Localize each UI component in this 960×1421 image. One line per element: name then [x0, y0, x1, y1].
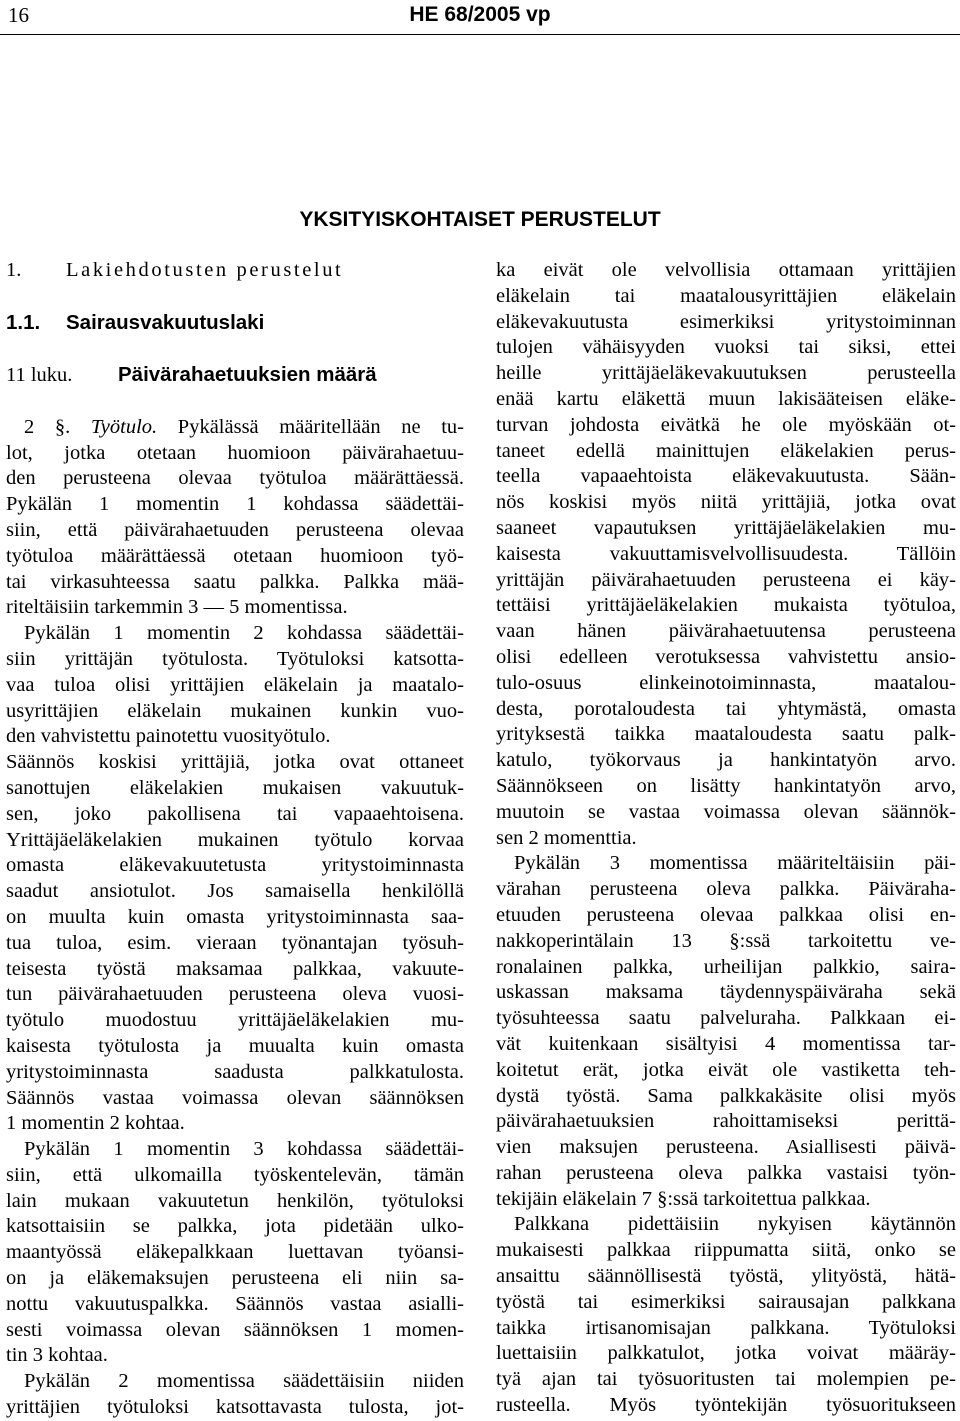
- text-line: tun päivärahaetuuden perusteena oleva vuosi-: [6, 983, 464, 1006]
- text-line: siin yrittäjän työtulosta. Työtuloksi katsotta-: [6, 647, 464, 670]
- text-line: saadut ansiotulot. Jos samaisella henkilöllä: [6, 880, 464, 903]
- text-line: siin, että ulkomailla työskentelevän, tämän: [6, 1163, 464, 1186]
- text-line: olisi edelleen verotuksessa vahvistettu ansio-: [496, 645, 956, 668]
- text-line: työsuhteessa saatu palveluraha. Palkkaan ei-: [496, 1007, 956, 1030]
- text-line: rahan perusteena oleva palkka vastaisi työn-: [496, 1161, 956, 1184]
- heading-level-3: [6, 362, 464, 389]
- text-line: siin, että päivärahaetuuden perusteena olevaa: [6, 518, 464, 541]
- text-line: den perusteena olevaa työtuloa määrättäessä.: [6, 467, 464, 490]
- spacer: [6, 389, 464, 415]
- text-line: teella vapaaehtoista eläkevakuutusta. Sään-: [496, 465, 956, 488]
- section-number: 2 §.: [24, 415, 91, 438]
- text-line: heille yrittäjäeläkevakuutuksen perusteella: [496, 362, 956, 385]
- text-line: Säännökseen on lisätty hankintatyön arvo,: [496, 774, 956, 797]
- header-rule: [0, 34, 960, 35]
- left-column: [6, 258, 464, 1421]
- text-line: päivärahaetuuksien rahoittamiseksi perittä-: [496, 1110, 956, 1133]
- text-line: kaisesta työtulosta ja muualta kuin omasta: [6, 1034, 464, 1057]
- text-line: omasta eläkevakuutetusta yritystoiminnasta: [6, 854, 464, 877]
- spacer: [6, 336, 464, 362]
- text-line: vaan hänen päivärahaetuutensa perusteena: [496, 620, 956, 643]
- text-line: tulo-osuus elinkeinotoiminnasta, maatalou-: [496, 671, 956, 694]
- text-line: Pykälän 1 momentin 2 kohdassa säädettäi-: [24, 622, 464, 645]
- text-line: eläkelain tai maatalousyrittäjien eläkelain: [496, 284, 956, 307]
- text-line: 1 momentin 2 kohtaa.: [6, 1112, 185, 1135]
- heading-level-1-number: 1.: [6, 259, 22, 281]
- text-line: tai virkasuhteessa saatu palkka. Palkka mää-: [6, 570, 464, 593]
- text-line: ansaittu säännöllisestä työstä, ylityöstä, hätä-: [496, 1265, 956, 1288]
- text-line: lain mukaan vakuutetun henkilön, työtuloksi: [6, 1189, 464, 1212]
- text-line: Pykälän 1 momentin 1 kohdassa säädettäi-: [6, 493, 464, 516]
- text-line: nös koskisi myös niitä yrittäjiä, jotka ovat: [496, 491, 956, 514]
- text-line: turvan johdosta eivätkä he ole myöskään ot-: [496, 413, 956, 436]
- text-line: kaisesta vakuuttamisvelvollisuudesta. Tällöin: [496, 542, 956, 565]
- page-number: 16: [8, 3, 29, 27]
- text-line: yrittäjän päivärahaetuuden perusteena ei käy-: [496, 568, 956, 591]
- text-line: yrityksestä taikka maataloudesta saatu palk-: [496, 723, 956, 746]
- text-line: taikka irtisanomisajan palkkana. Työtuloksi: [496, 1316, 956, 1339]
- spacer: [6, 284, 464, 310]
- text-line: usyrittäjien eläkelain mukainen kunkin vuo-: [6, 699, 464, 722]
- text-line: yrittäjien työtuloksi katsottavasta tulosta, jot-: [6, 1396, 464, 1419]
- text-line: taneet edellä mainittujen eläkelakien perus-: [496, 439, 956, 462]
- text-line: työstä tai esimerkiksi sairausajan palkkana: [496, 1290, 956, 1313]
- text-line: rusteella. Myös työntekijän työsuoritukseen: [496, 1394, 956, 1417]
- text-line: on ja eläkemaksujen perusteena eli niin sa-: [6, 1267, 464, 1290]
- text-line: sen 2 momenttia.: [496, 826, 637, 849]
- heading-level-3-text: Päivärahaetuuksien määrä: [118, 363, 377, 387]
- text-line: etuuden perusteena olevaa palkkaa olisi en-: [496, 903, 956, 926]
- heading-level-2-text: Sairausvakuutuslaki: [66, 310, 265, 334]
- text-line: katulo, työkorvaus ja hankintatyön arvo.: [496, 749, 956, 772]
- text-line: tin 3 kohtaa.: [6, 1344, 108, 1367]
- text-line: enää kartu eläkettä muun lakisääteisen eläke-: [496, 387, 956, 410]
- text-line: muutoin se vastaa voimassa olevan säännök-: [496, 800, 956, 823]
- text-line: vaa tuloa olisi yrittäjien eläkelain ja maatalo-: [6, 673, 464, 696]
- text-line: Pykälän 2 momentissa säädettäisiin niiden: [24, 1370, 464, 1393]
- text-line: eläkevakuutusta esimerkiksi yritystoiminnan: [496, 310, 956, 333]
- text-line: sanottujen eläkelakien mukaisen vakuutuk-: [6, 776, 464, 799]
- text-line: katsottaisiin se palkka, jota pidetään ulko-: [6, 1215, 464, 1238]
- text-line: Säännös koskisi yrittäjiä, jotka ovat ottaneet: [6, 751, 464, 774]
- text-line: työtulo muodostuu yrittäjäeläkelakien mu-: [6, 1009, 464, 1032]
- text-line: ronalainen palkka, urheilijan palkkio, saira-: [496, 955, 956, 978]
- text-line: tettäisi yrittäjäeläkelakien mukaista työtuloa,: [496, 594, 956, 617]
- paragraph-first-line: [6, 415, 464, 441]
- text-line: teisesta työstä maksamaa palkkaa, vakuute-: [6, 957, 464, 980]
- text-line: maantyössä eläkepalkkaan luettavan työansi-: [6, 1241, 464, 1264]
- text-line: tua tuloa, esim. vieraan työnantajan työsuh-: [6, 931, 464, 954]
- text-line: nakkoperintälain 13 §:ssä tarkoitettu ve-: [496, 929, 956, 952]
- text-line: vien maksujen perusteena. Asiallisesti päivä-: [496, 1136, 956, 1159]
- text-line: koitetut erät, jotka eivät ole vastiketta teh-: [496, 1058, 956, 1081]
- text-line: mukaisesti palkkaa riippumatta siitä, onko se: [496, 1239, 956, 1262]
- text-line: desta, porotaloudesta tai yhtymästä, omasta: [496, 697, 956, 720]
- paragraph-text: Pykälässä määritellään ne tu-: [157, 415, 464, 438]
- text-line: Palkkana pidettäisiin nykyisen käytännön: [514, 1213, 956, 1236]
- text-line: Säännös vastaa voimassa olevan säännöksen: [6, 1086, 464, 1109]
- text-line: työtuloa määrättäessä otetaan huomioon työ-: [6, 544, 464, 567]
- text-line: Yrittäjäeläkelakien mukainen työtulo korvaa: [6, 828, 464, 851]
- heading-level-1: [6, 258, 464, 284]
- document-id: HE 68/2005 vp: [409, 3, 551, 26]
- text-line: sen, joko pakollisena tai vapaaehtoisena.: [6, 802, 464, 825]
- text-line: vät kuitenkaan sisältyisi 4 momentissa tar-: [496, 1032, 956, 1055]
- heading-level-1-text: Lakiehdotusten perustelut: [66, 259, 344, 281]
- text-line: luettaisiin palkkatulot, jotka voivat määräy-: [496, 1342, 956, 1365]
- text-line: nottu vakuutuspalkka. Säännös vastaa asialli-: [6, 1292, 464, 1315]
- text-line: värahan perusteena oleva palkka. Päiväraha-: [496, 878, 956, 901]
- right-column: [496, 258, 956, 1419]
- heading-level-2: [6, 310, 464, 337]
- text-line: lot, jotka otetaan huomioon päivärahaetuu-: [6, 441, 464, 464]
- text-line: tekijäin eläkelain 7 §:ssä tarkoitettua palkkaa.: [496, 1187, 871, 1210]
- text-line: yritystoiminnasta saadusta palkkatulosta.: [6, 1060, 464, 1083]
- text-line: den vahvistettu painotettu vuosityötulo.: [6, 725, 331, 748]
- text-line: Pykälän 1 momentin 3 kohdassa säädettäi-: [24, 1138, 464, 1161]
- text-line: ka eivät ole velvollisia ottamaan yrittäjien: [496, 259, 956, 281]
- text-line: on muulta kuin omasta yritystoiminnasta saa-: [6, 905, 464, 928]
- heading-level-3-number: 11 luku.: [6, 364, 73, 387]
- text-line: riteltäisiin tarkemmin 3 — 5 momentissa.: [6, 596, 348, 619]
- text-line: saaneet vapautuksen yrittäjäeläkelakien mu-: [496, 516, 956, 539]
- section-title-italic: Työtulo.: [90, 415, 158, 438]
- text-line: tyä ajan tai työsuoritusten tai molempien pe-: [496, 1368, 956, 1391]
- heading-level-2-number: 1.1.: [6, 310, 41, 334]
- text-line: uskassan maksama täydennyspäiväraha sekä: [496, 981, 956, 1004]
- section-title: YKSITYISKOHTAISET PERUSTELUT: [299, 208, 661, 231]
- text-line: dystä työstä. Sama palkkakäsite olisi myös: [496, 1084, 956, 1107]
- text-line: sesti voimassa olevan säännöksen 1 momen-: [6, 1318, 464, 1341]
- text-line: Pykälän 3 momentissa määriteltäisiin päi-: [514, 852, 956, 875]
- left-text-lines: [6, 441, 464, 1421]
- text-line: tulojen vähäisyyden vuoksi tai siksi, ettei: [496, 336, 956, 359]
